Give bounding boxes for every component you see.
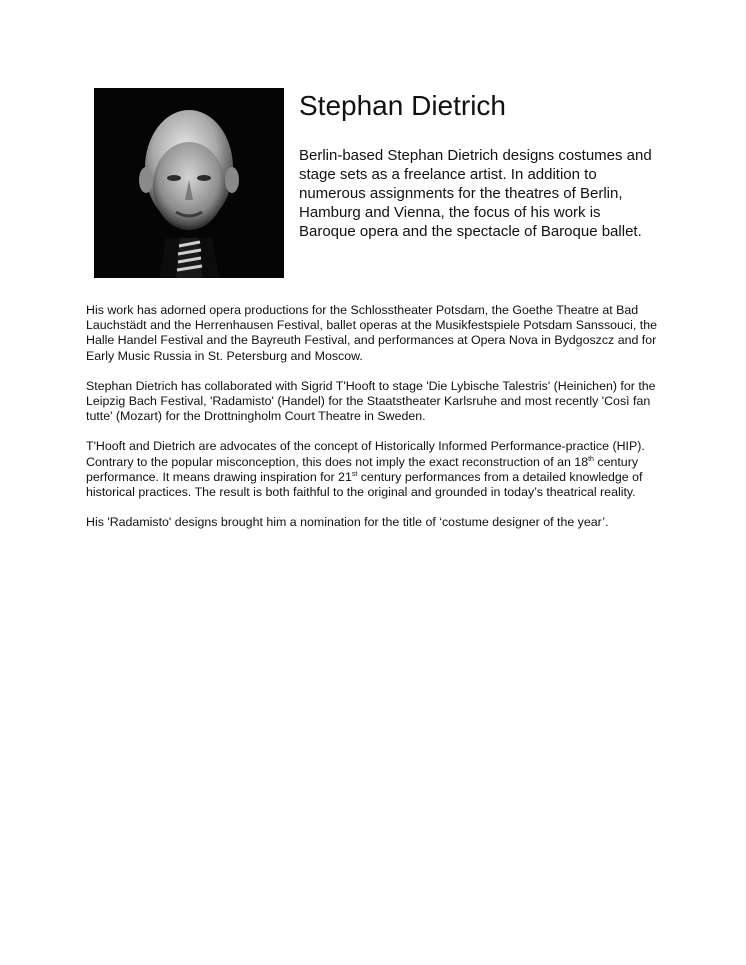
intro-paragraph: Berlin-based Stephan Dietrich designs costumes and stage sets as a freelance artist. In addition to numerous assignments for the theatres of Berlin, Hamburg and Vienna, the focus of his work is Baroque opera and the spectacle of Baroque ballet. — [299, 147, 652, 240]
superscript-st: st — [351, 470, 358, 478]
portrait-illustration — [94, 88, 284, 278]
biography-paragraph-collaborations: Stephan Dietrich has collaborated with Sigrid T'Hooft to stage 'Die Lybische Talestris' (Heinichen) for the Leipzig Bach Festival, 'Radamisto' (Handel) for the Staatstheater Karlsruhe and most recently 'Così fan tutte' (Mozart) for the Drottningholm Court Theatre in Sweden. — [86, 378, 656, 424]
person-name: Stephan Dietrich — [299, 90, 507, 121]
hip-text-part-1: T'Hooft and Dietrich are advocates of the concept of Historically Informed Performance-practice (HIP). Contrary to the popular misconception, this does not imply the exact reconstruction of an 18 — [86, 439, 645, 469]
biography-paragraph-productions: His work has adorned opera productions for the Schlosstheater Potsdam, the Goethe Theatre at Bad Lauchstädt and the Herrenhausen Festival, ballet operas at the Musikfestspiele Potsdam Sanssouci, the Halle Handel Festival and the Bayreuth Festival, and performances at Opera Nova in Bydgoszcz and for Early Music Russia in St. Petersburg and Moscow. — [86, 303, 657, 363]
superscript-th: th — [588, 455, 594, 463]
striped-tie — [176, 238, 202, 278]
biography-body — [86, 303, 666, 545]
hip-text-part-2: century performance. It means drawing inspiration for 21 — [86, 454, 639, 484]
portrait-photo — [94, 88, 284, 278]
hip-text-part-3: century performances from a detailed knowledge of historical practices. The result is both faithful to the original and grounded in today’s theatrical reality. — [86, 469, 643, 500]
biography-paragraph-hip — [86, 439, 666, 500]
biography-paragraph-nomination: His 'Radamisto' designs brought him a nomination for the title of ‘costume designer of the year’. — [86, 515, 609, 530]
